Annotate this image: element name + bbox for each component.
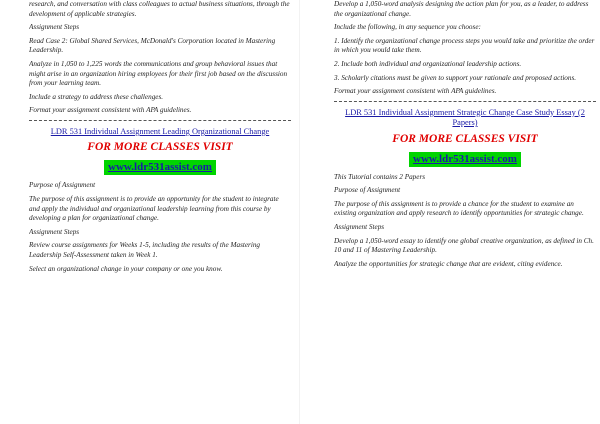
develop-text: Develop a 1,050-word analysis designing the action plan for you, as a leader, to address the organizational change. xyxy=(334,0,589,18)
steps-heading: Assignment Steps xyxy=(29,227,80,236)
select-text: Select an organizational change in your company or one you know. xyxy=(29,264,223,273)
list-item: 3. Scholarly citations must be given to support your rationale and proposed actions. xyxy=(334,73,577,82)
steps-heading: Assignment Steps xyxy=(334,222,385,231)
tutorial-text: This Tutorial contains 2 Papers xyxy=(334,172,426,181)
purpose-text: The purpose of this assignment is to provide an opportunity for the student to integrate and apply the individual and organizational leadership learning from this course by developing a plan for organizational change. xyxy=(29,194,279,223)
left-page xyxy=(29,0,291,424)
steps-heading: Assignment Steps xyxy=(29,23,80,32)
assignment-title-link[interactable]: LDR 531 Individual Assignment Strategic Change Case Study Essay (2 Papers) xyxy=(345,107,585,128)
include-text: Include a strategy to address these challenges. xyxy=(29,92,164,101)
analyze-text: Analyze in 1,050 to 1,225 words the communications and group behavioral issues that might arise in an organization hiring employees for their first job based on the discussion from your learning team. xyxy=(29,59,288,88)
format-text: Format your assignment consistent with APA guidelines. xyxy=(334,87,497,96)
develop-essay-text: Develop a 1,050-word essay to identify one global creative organization, as defined in Ch. 10 and 11 of Mastering Leadership. xyxy=(334,236,594,255)
url-wrap xyxy=(334,149,596,167)
intro-text: research, and conversation with class colleagues to actual business situations, through the development of applicable strategies. xyxy=(29,0,290,18)
analyze-text: Analyze the opportunities for strategic change that are evident, citing evidence. xyxy=(334,259,563,268)
promo-text: FOR MORE CLASSES VISIT xyxy=(392,132,538,145)
purpose-text: The purpose of this assignment is to provide a chance for the student to examine an existing organization and apply research to identify opportunities for strategic change. xyxy=(334,199,584,218)
url-wrap xyxy=(29,157,291,175)
section-divider xyxy=(334,101,596,102)
website-link[interactable]: www.ldr531assist.com xyxy=(409,152,521,167)
include-sequence-text: Include the following, in any sequence you choose: xyxy=(334,23,481,32)
page-gutter xyxy=(299,0,300,424)
promo-text: FOR MORE CLASSES VISIT xyxy=(87,141,233,154)
list-item: 1. Identify the organizational change process steps you would take and prioritize the order in which you would take them. xyxy=(334,36,595,55)
purpose-heading: Purpose of Assignment xyxy=(29,181,96,190)
purpose-heading: Purpose of Assignment xyxy=(334,186,401,195)
website-link[interactable]: www.ldr531assist.com xyxy=(104,160,216,175)
right-page xyxy=(334,0,596,424)
review-text: Review course assignments for Weeks 1-5, including the results of the Mastering Leadership Self-Assessment taken in Week 1. xyxy=(29,241,261,259)
list-item: 2. Include both individual and organizational leadership actions. xyxy=(334,59,522,68)
section-divider xyxy=(29,120,291,121)
format-text: Format your assignment consistent with APA guidelines. xyxy=(29,106,192,115)
assignment-title-link[interactable]: LDR 531 Individual Assignment Leading Organizational Change xyxy=(50,126,270,136)
read-case-text: Read Case 2: Global Shared Services, McDonald's Corporation located in Mastering Leadership. xyxy=(29,36,276,55)
